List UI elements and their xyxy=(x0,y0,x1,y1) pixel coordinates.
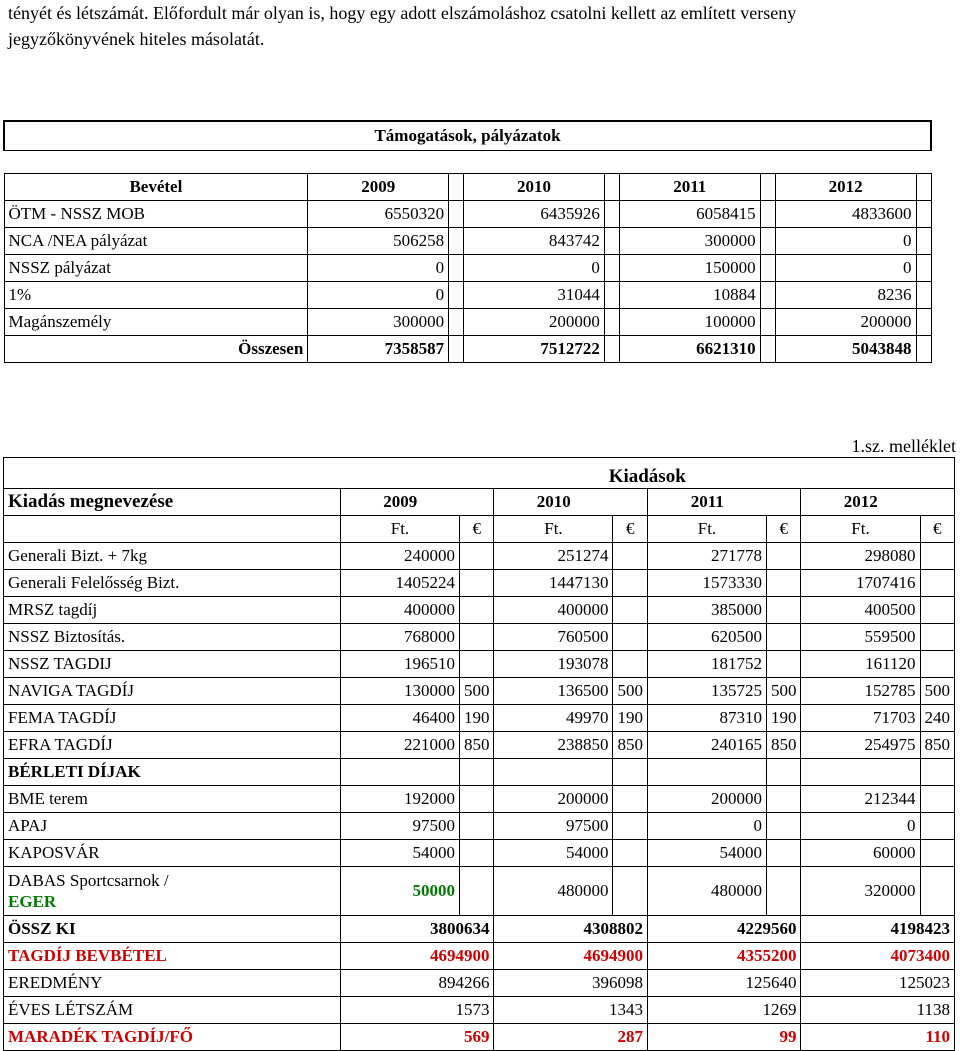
eur-value-cell: 190 xyxy=(766,705,801,732)
summary-row-headcount xyxy=(4,997,955,1024)
table-row xyxy=(4,309,931,336)
ft-value-cell: 768000 xyxy=(340,624,459,651)
ft-value-cell: 1447130 xyxy=(494,570,613,597)
row-label: NSSZ pályázat xyxy=(4,255,308,282)
ft-value-cell: 400000 xyxy=(494,597,613,624)
summary-value-cell: 4198423 xyxy=(801,916,955,943)
eur-value-cell xyxy=(766,543,801,570)
total-cell: 6621310 xyxy=(619,336,760,363)
eur-value-cell xyxy=(920,786,955,813)
expense-name-line-2: EGER xyxy=(8,892,57,911)
table-row xyxy=(4,228,931,255)
table-row xyxy=(4,786,955,813)
ft-value-cell: 212344 xyxy=(801,786,920,813)
value-cell: 4833600 xyxy=(775,201,916,228)
value-cell: 6550320 xyxy=(308,201,449,228)
summary-value-cell: 894266 xyxy=(340,970,494,997)
expense-name: TAGDÍJ BEVBÉTEL xyxy=(4,943,341,970)
summary-value-cell: 110 xyxy=(801,1024,955,1051)
currency-ft: Ft. xyxy=(340,516,459,543)
value-cell: 6058415 xyxy=(619,201,760,228)
total-cell: 7512722 xyxy=(464,336,605,363)
summary-value-cell: 4694900 xyxy=(494,943,648,970)
eur-value-cell: 190 xyxy=(613,705,648,732)
eur-value-cell xyxy=(766,786,801,813)
euro-icon: € xyxy=(920,516,955,543)
summary-value-cell: 1573 xyxy=(340,997,494,1024)
value-cell: 0 xyxy=(308,255,449,282)
total-cell: 5043848 xyxy=(775,336,916,363)
expense-name: BME terem xyxy=(4,786,341,813)
eur-value-cell xyxy=(613,624,648,651)
eur-value-cell xyxy=(766,651,801,678)
summary-row-total_out xyxy=(4,916,955,943)
expenses-title: Kiadások xyxy=(340,458,954,489)
ft-value-cell: 240000 xyxy=(340,543,459,570)
row-label: 1% xyxy=(4,282,308,309)
ft-value-cell: 46400 xyxy=(340,705,459,732)
header-cell: 2009 xyxy=(308,174,449,201)
expense-name: NSSZ Biztosítás. xyxy=(4,624,341,651)
ft-value-cell: 0 xyxy=(801,813,920,840)
summary-value-cell: 125023 xyxy=(801,970,955,997)
euro-icon: € xyxy=(766,516,801,543)
ft-value-cell: 50000 xyxy=(340,867,459,916)
expense-name: FEMA TAGDÍJ xyxy=(4,705,341,732)
table-row xyxy=(4,201,931,228)
year-header: 2012 xyxy=(801,489,920,516)
eur-value-cell xyxy=(613,543,648,570)
eur-value-cell xyxy=(766,570,801,597)
summary-value-cell: 4694900 xyxy=(340,943,494,970)
expense-name: NSSZ TAGDIJ xyxy=(4,651,341,678)
eur-value-cell xyxy=(920,624,955,651)
currency-ft: Ft. xyxy=(801,516,920,543)
ft-value-cell: 54000 xyxy=(647,840,766,867)
ft-value-cell: 200000 xyxy=(494,786,613,813)
eur-value-cell xyxy=(920,570,955,597)
summary-value-cell: 1269 xyxy=(647,997,801,1024)
value-cell: 0 xyxy=(308,282,449,309)
ft-value-cell: 480000 xyxy=(647,867,766,916)
eur-value-cell: 240 xyxy=(920,705,955,732)
eur-value-cell xyxy=(459,624,494,651)
eur-value-cell: 190 xyxy=(459,705,494,732)
intro-text xyxy=(8,0,958,52)
summary-value-cell: 99 xyxy=(647,1024,801,1051)
eur-value-cell xyxy=(459,570,494,597)
summary-row-fee_income xyxy=(4,943,955,970)
euro-icon: € xyxy=(459,516,494,543)
ft-value-cell: 136500 xyxy=(494,678,613,705)
expense-name: EFRA TAGDÍJ xyxy=(4,732,341,759)
expense-name: MARADÉK TAGDÍJ/FŐ xyxy=(4,1024,341,1051)
summary-value-cell: 4308802 xyxy=(494,916,648,943)
rental-heading: BÉRLETI DÍJAK xyxy=(4,759,341,786)
expense-name-line-1: DABAS Sportcsarnok / xyxy=(8,871,169,890)
year-header: 2011 xyxy=(647,489,766,516)
expense-name: NAVIGA TAGDÍJ xyxy=(4,678,341,705)
ft-value-cell: 97500 xyxy=(340,813,459,840)
eur-value-cell: 850 xyxy=(459,732,494,759)
ft-value-cell: 620500 xyxy=(647,624,766,651)
summary-row-result xyxy=(4,970,955,997)
eur-value-cell: 850 xyxy=(766,732,801,759)
value-cell: 8236 xyxy=(775,282,916,309)
header-cell: 2012 xyxy=(775,174,916,201)
value-cell: 100000 xyxy=(619,309,760,336)
ft-value-cell: 193078 xyxy=(494,651,613,678)
eur-value-cell xyxy=(613,786,648,813)
eur-value-cell xyxy=(920,597,955,624)
eur-value-cell xyxy=(766,624,801,651)
ft-value-cell: 320000 xyxy=(801,867,920,916)
value-cell: 150000 xyxy=(619,255,760,282)
table-row xyxy=(4,624,955,651)
row-label: ÖTM - NSSZ MOB xyxy=(4,201,308,228)
ft-value-cell: 1405224 xyxy=(340,570,459,597)
value-cell: 200000 xyxy=(464,309,605,336)
intro-line-1: tényét és létszámát. Előfordult már olyan is, hogy egy adott elszámoláshoz csatolni kellett az említett verseny xyxy=(8,3,797,23)
expense-name: KAPOSVÁR xyxy=(4,840,341,867)
value-cell: 6435926 xyxy=(464,201,605,228)
support-table xyxy=(3,120,932,363)
ft-value-cell: 130000 xyxy=(340,678,459,705)
eur-value-cell: 500 xyxy=(459,678,494,705)
expense-name xyxy=(4,867,341,916)
table-row xyxy=(4,813,955,840)
eur-value-cell xyxy=(920,651,955,678)
eur-value-cell xyxy=(613,813,648,840)
currency-row xyxy=(4,516,955,543)
currency-ft: Ft. xyxy=(647,516,766,543)
ft-value-cell: 221000 xyxy=(340,732,459,759)
table-row xyxy=(4,282,931,309)
value-cell: 300000 xyxy=(619,228,760,255)
eur-value-cell xyxy=(459,867,494,916)
summary-value-cell: 1343 xyxy=(494,997,648,1024)
ft-value-cell: 238850 xyxy=(494,732,613,759)
table-row xyxy=(4,732,955,759)
eur-value-cell xyxy=(920,840,955,867)
eur-value-cell xyxy=(459,840,494,867)
ft-value-cell: 559500 xyxy=(801,624,920,651)
expense-name: ÖSSZ KI xyxy=(4,916,341,943)
table-row xyxy=(4,570,955,597)
row-label: Magánszemély xyxy=(4,309,308,336)
summary-value-cell: 3800634 xyxy=(340,916,494,943)
eur-value-cell xyxy=(613,840,648,867)
eur-value-cell xyxy=(920,867,955,916)
eur-value-cell xyxy=(613,570,648,597)
total-row xyxy=(4,336,931,363)
eur-value-cell: 500 xyxy=(766,678,801,705)
summary-value-cell: 4229560 xyxy=(647,916,801,943)
summary-value-cell: 4073400 xyxy=(801,943,955,970)
table-row xyxy=(4,840,955,867)
eur-value-cell xyxy=(766,840,801,867)
eur-value-cell xyxy=(459,813,494,840)
value-cell: 0 xyxy=(464,255,605,282)
expense-name: Generali Bizt. + 7kg xyxy=(4,543,341,570)
value-cell: 0 xyxy=(775,255,916,282)
ft-value-cell: 161120 xyxy=(801,651,920,678)
ft-value-cell: 60000 xyxy=(801,840,920,867)
ft-value-cell: 251274 xyxy=(494,543,613,570)
header-cell: 2010 xyxy=(464,174,605,201)
ft-value-cell: 54000 xyxy=(340,840,459,867)
annex-label: 1.sz. melléklet xyxy=(851,436,956,456)
table-row xyxy=(4,705,955,732)
table-row xyxy=(4,651,955,678)
eur-value-cell xyxy=(920,543,955,570)
value-cell: 843742 xyxy=(464,228,605,255)
expense-name: EREDMÉNY xyxy=(4,970,341,997)
expense-name-header: Kiadás megnevezése xyxy=(4,489,341,516)
expense-name: Generali Felelősség Bizt. xyxy=(4,570,341,597)
table-row xyxy=(4,543,955,570)
ft-value-cell: 1707416 xyxy=(801,570,920,597)
rental-heading-row xyxy=(4,759,955,786)
euro-icon: € xyxy=(613,516,648,543)
currency-ft: Ft. xyxy=(494,516,613,543)
ft-value-cell: 760500 xyxy=(494,624,613,651)
table-row xyxy=(4,597,955,624)
eur-value-cell xyxy=(459,543,494,570)
ft-value-cell: 271778 xyxy=(647,543,766,570)
summary-row-remaining xyxy=(4,1024,955,1051)
eur-value-cell xyxy=(766,813,801,840)
support-header-row xyxy=(4,174,931,201)
summary-value-cell: 396098 xyxy=(494,970,648,997)
ft-value-cell: 298080 xyxy=(801,543,920,570)
total-cell: 7358587 xyxy=(308,336,449,363)
ft-value-cell: 49970 xyxy=(494,705,613,732)
value-cell: 300000 xyxy=(308,309,449,336)
total-label: Összesen xyxy=(4,336,308,363)
ft-value-cell: 181752 xyxy=(647,651,766,678)
ft-value-cell: 254975 xyxy=(801,732,920,759)
eur-value-cell xyxy=(459,651,494,678)
header-cell: Bevétel xyxy=(4,174,308,201)
eur-value-cell xyxy=(613,597,648,624)
summary-value-cell: 569 xyxy=(340,1024,494,1051)
year-header: 2010 xyxy=(494,489,613,516)
intro-line-2: jegyzőkönyvének hiteles másolatát. xyxy=(8,29,265,49)
year-header: 2009 xyxy=(340,489,459,516)
expenses-header-row xyxy=(4,489,955,516)
header-cell: 2011 xyxy=(619,174,760,201)
eur-value-cell: 500 xyxy=(613,678,648,705)
eur-value-cell: 500 xyxy=(920,678,955,705)
ft-value-cell: 152785 xyxy=(801,678,920,705)
ft-value-cell: 480000 xyxy=(494,867,613,916)
summary-value-cell: 125640 xyxy=(647,970,801,997)
eur-value-cell xyxy=(920,813,955,840)
value-cell: 31044 xyxy=(464,282,605,309)
value-cell: 506258 xyxy=(308,228,449,255)
ft-value-cell: 240165 xyxy=(647,732,766,759)
summary-value-cell: 1138 xyxy=(801,997,955,1024)
ft-value-cell: 87310 xyxy=(647,705,766,732)
eur-value-cell xyxy=(459,597,494,624)
table-row xyxy=(4,255,931,282)
ft-value-cell: 200000 xyxy=(647,786,766,813)
eur-value-cell: 850 xyxy=(920,732,955,759)
table-row xyxy=(4,678,955,705)
expense-name: MRSZ tagdíj xyxy=(4,597,341,624)
ft-value-cell: 192000 xyxy=(340,786,459,813)
expense-name: APAJ xyxy=(4,813,341,840)
ft-value-cell: 54000 xyxy=(494,840,613,867)
expenses-table xyxy=(3,457,955,1051)
row-label: NCA /NEA pályázat xyxy=(4,228,308,255)
summary-value-cell: 287 xyxy=(494,1024,648,1051)
ft-value-cell: 71703 xyxy=(801,705,920,732)
eur-value-cell xyxy=(613,651,648,678)
expense-name: ÉVES LÉTSZÁM xyxy=(4,997,341,1024)
ft-value-cell: 135725 xyxy=(647,678,766,705)
eur-value-cell xyxy=(766,867,801,916)
value-cell: 0 xyxy=(775,228,916,255)
value-cell: 200000 xyxy=(775,309,916,336)
support-table-title: Támogatások, pályázatok xyxy=(4,121,931,151)
summary-value-cell: 4355200 xyxy=(647,943,801,970)
ft-value-cell: 196510 xyxy=(340,651,459,678)
ft-value-cell: 400000 xyxy=(340,597,459,624)
ft-value-cell: 0 xyxy=(647,813,766,840)
ft-value-cell: 1573330 xyxy=(647,570,766,597)
ft-value-cell: 400500 xyxy=(801,597,920,624)
value-cell: 10884 xyxy=(619,282,760,309)
ft-value-cell: 385000 xyxy=(647,597,766,624)
eur-value-cell xyxy=(459,786,494,813)
eur-value-cell xyxy=(613,867,648,916)
table-row-dabas xyxy=(4,867,955,916)
eur-value-cell: 850 xyxy=(613,732,648,759)
eur-value-cell xyxy=(766,597,801,624)
ft-value-cell: 97500 xyxy=(494,813,613,840)
